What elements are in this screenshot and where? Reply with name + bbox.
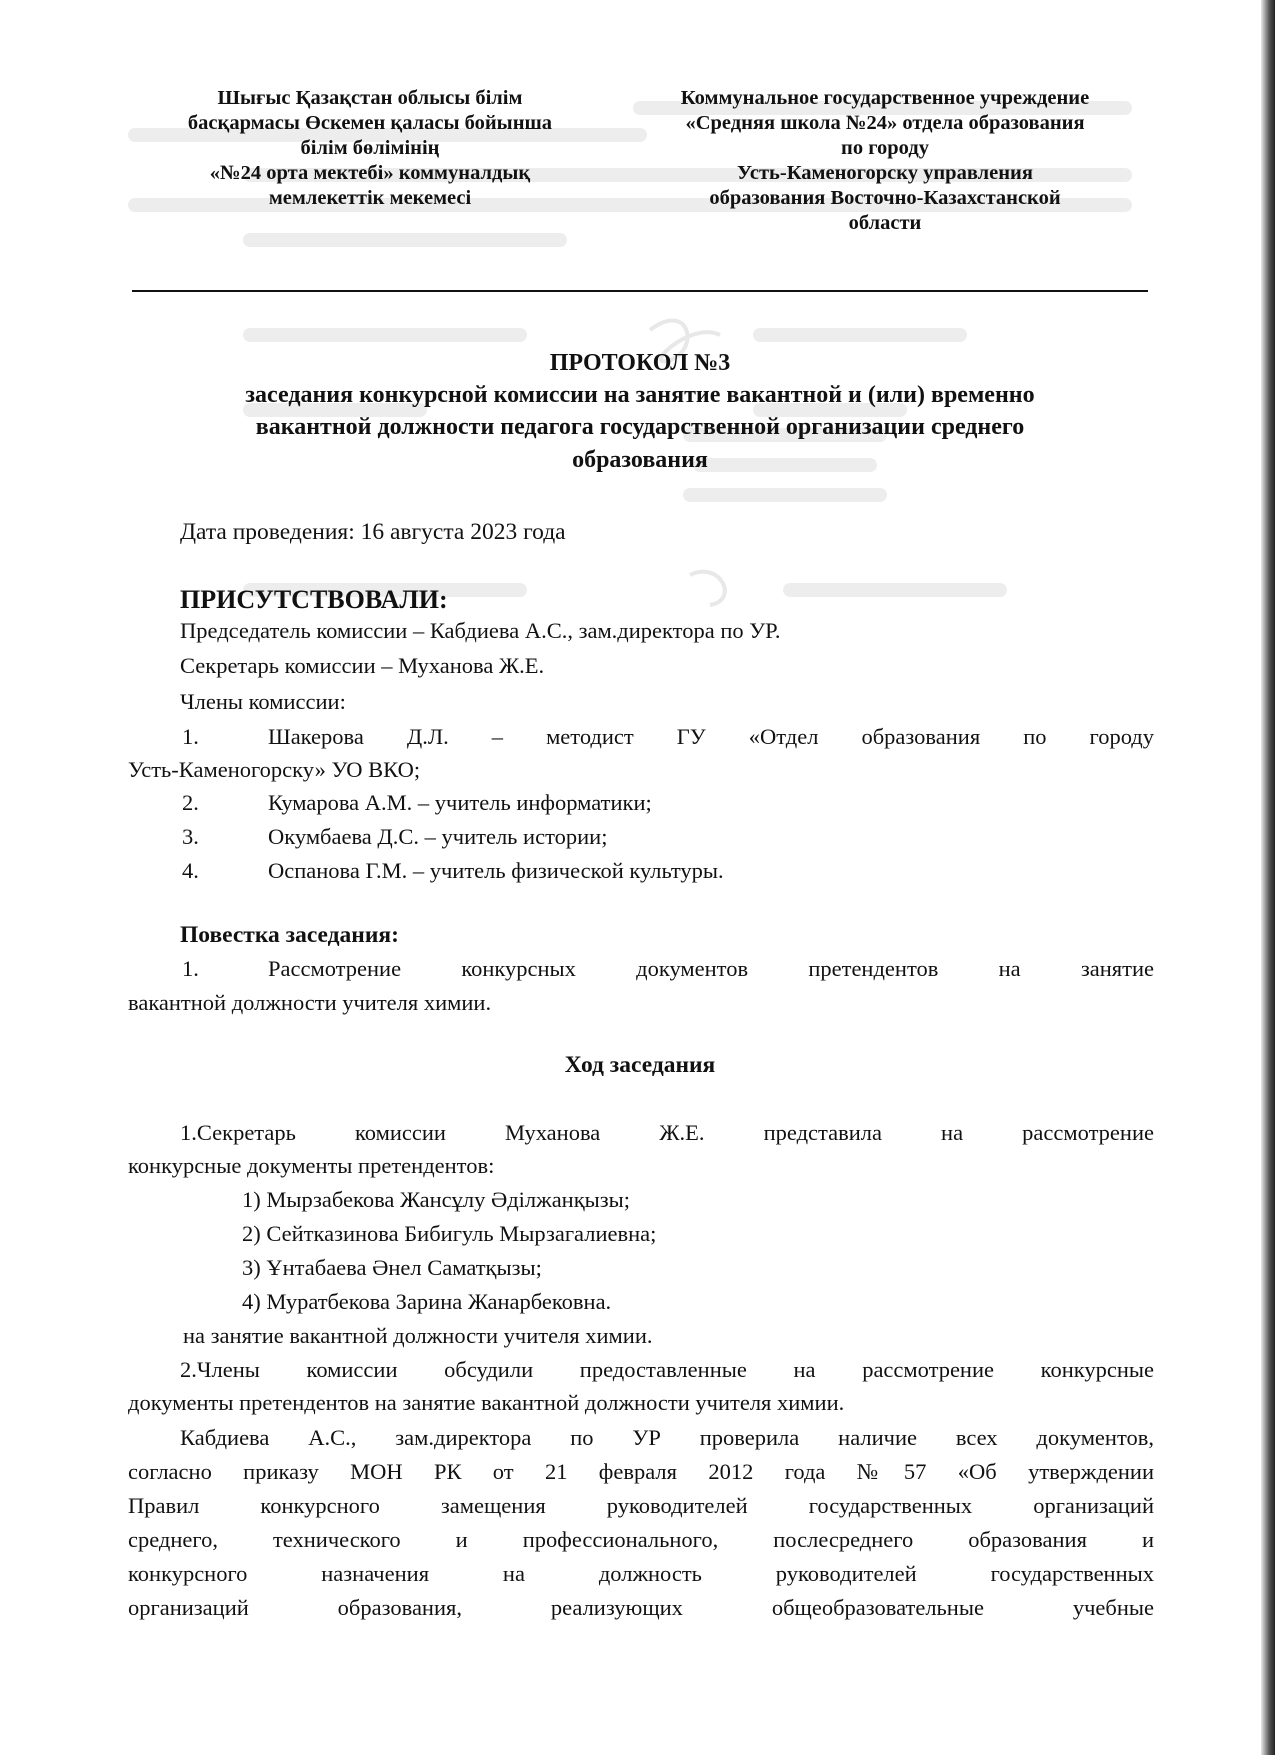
- header-divider: [132, 290, 1148, 292]
- paragraph-line: согласно приказу МОН РК от 21 февраля 2012 года №57 «Об утверждении: [128, 1459, 1154, 1484]
- header-right-line: области: [848, 212, 922, 234]
- agenda-item-line: вакантной должности учителя химии.: [128, 990, 492, 1015]
- agenda-heading: Повестка заседания:: [180, 922, 399, 948]
- member-number: 4.: [182, 858, 199, 883]
- header-left-line: «№24 орта мектебі» коммуналдық: [209, 162, 531, 184]
- paragraph-line: документы претендентов на занятие вакантной должности учителя химии.: [128, 1390, 845, 1415]
- meeting-date: Дата проведения: 16 августа 2023 года: [180, 519, 566, 545]
- agenda-item-number: 1.: [182, 956, 199, 981]
- header-left-line: Шығыс Қазақстан облысы білім: [217, 87, 523, 109]
- header-right-line: «Средняя школа №24» отдела образования: [685, 112, 1085, 134]
- commission-secretary: Секретарь комиссии – Муханова Ж.Е.: [180, 653, 545, 678]
- paragraph-line: Кабдиева А.С., зам.директора по УР проверила наличие всех документов,: [180, 1425, 1154, 1450]
- paragraph-line: конкурсные документы претендентов:: [128, 1153, 495, 1178]
- proceedings-heading: Ход заседания: [564, 1052, 716, 1078]
- header-right-line: Усть-Каменогорску управления: [737, 162, 1033, 184]
- paragraph-line: 2.Члены комиссии обсудили предоставленные на рассмотрение конкурсные: [180, 1357, 1154, 1382]
- candidate-item: 4) Муратбекова Зарина Жанарбековна.: [242, 1289, 612, 1314]
- header-left-line: білім бөлімінің: [300, 137, 440, 159]
- candidate-item: 3) Ұнтабаева Әнел Саматқызы;: [242, 1255, 542, 1280]
- member-line: Усть-Каменогорску» УО ВКО;: [128, 757, 421, 782]
- header-russian-block: [615, 86, 1155, 236]
- member-line: Оспанова Г.М. – учитель физической культуры.: [268, 858, 724, 883]
- agenda-item-line: Рассмотрение конкурсных документов претендентов на занятие: [268, 956, 1154, 981]
- paragraph-line: Правил конкурсного замещения руководителей государственных организаций: [128, 1493, 1154, 1518]
- candidate-item: 2) Сейтказинова Бибигуль Мырзагалиевна;: [242, 1221, 657, 1246]
- protocol-subtitle-line: заседания конкурсной комиссии на занятие вакантной и (или) временно: [245, 382, 1035, 408]
- header-left-line: басқармасы Өскемен қаласы бойынша: [187, 112, 553, 134]
- protocol-title: ПРОТОКОЛ №3: [549, 350, 731, 376]
- paragraph-line: конкурсного назначения на должность руководителей государственных: [128, 1561, 1154, 1586]
- member-line: Кумарова А.М. – учитель информатики;: [268, 790, 652, 815]
- paragraph-line: среднего, технического и профессионального, послесреднего образования и: [128, 1527, 1154, 1552]
- candidate-item: 1) Мырзабекова Жансұлу Әділжанқызы;: [242, 1187, 631, 1212]
- member-number: 1.: [182, 724, 199, 749]
- member-number: 2.: [182, 790, 199, 815]
- header-right-line: по городу: [841, 137, 929, 159]
- header-right-line: Коммунальное государственное учреждение: [680, 87, 1090, 109]
- paragraph-line: 1.Секретарь комиссии Муханова Ж.Е. представила на рассмотрение: [180, 1120, 1154, 1145]
- header-kazakh-block: [150, 86, 590, 211]
- attendance-heading: ПРИСУТСТВОВАЛИ:: [180, 585, 448, 614]
- commission-chair: Председатель комиссии – Кабдиева А.С., зам.директора по УР.: [180, 618, 781, 643]
- protocol-subtitle-line: образования: [572, 447, 708, 473]
- protocol-subtitle-line: вакантной должности педагога государственной организации среднего: [255, 414, 1025, 440]
- member-line: Шакерова Д.Л. – методист ГУ «Отдел образования по городу: [268, 724, 1154, 749]
- paragraph-line: на занятие вакантной должности учителя химии.: [183, 1323, 653, 1348]
- header-left-line: мемлекеттік мекемесі: [268, 187, 472, 209]
- header-right-line: образования Восточно-Казахстанской: [709, 187, 1061, 209]
- member-line: Окумбаева Д.С. – учитель истории;: [268, 824, 608, 849]
- member-number: 3.: [182, 824, 199, 849]
- scan-page-edge: [1261, 0, 1275, 1755]
- members-label: Члены комиссии:: [180, 689, 346, 714]
- paragraph-line: организаций образования, реализующих общеобразовательные учебные: [128, 1595, 1154, 1620]
